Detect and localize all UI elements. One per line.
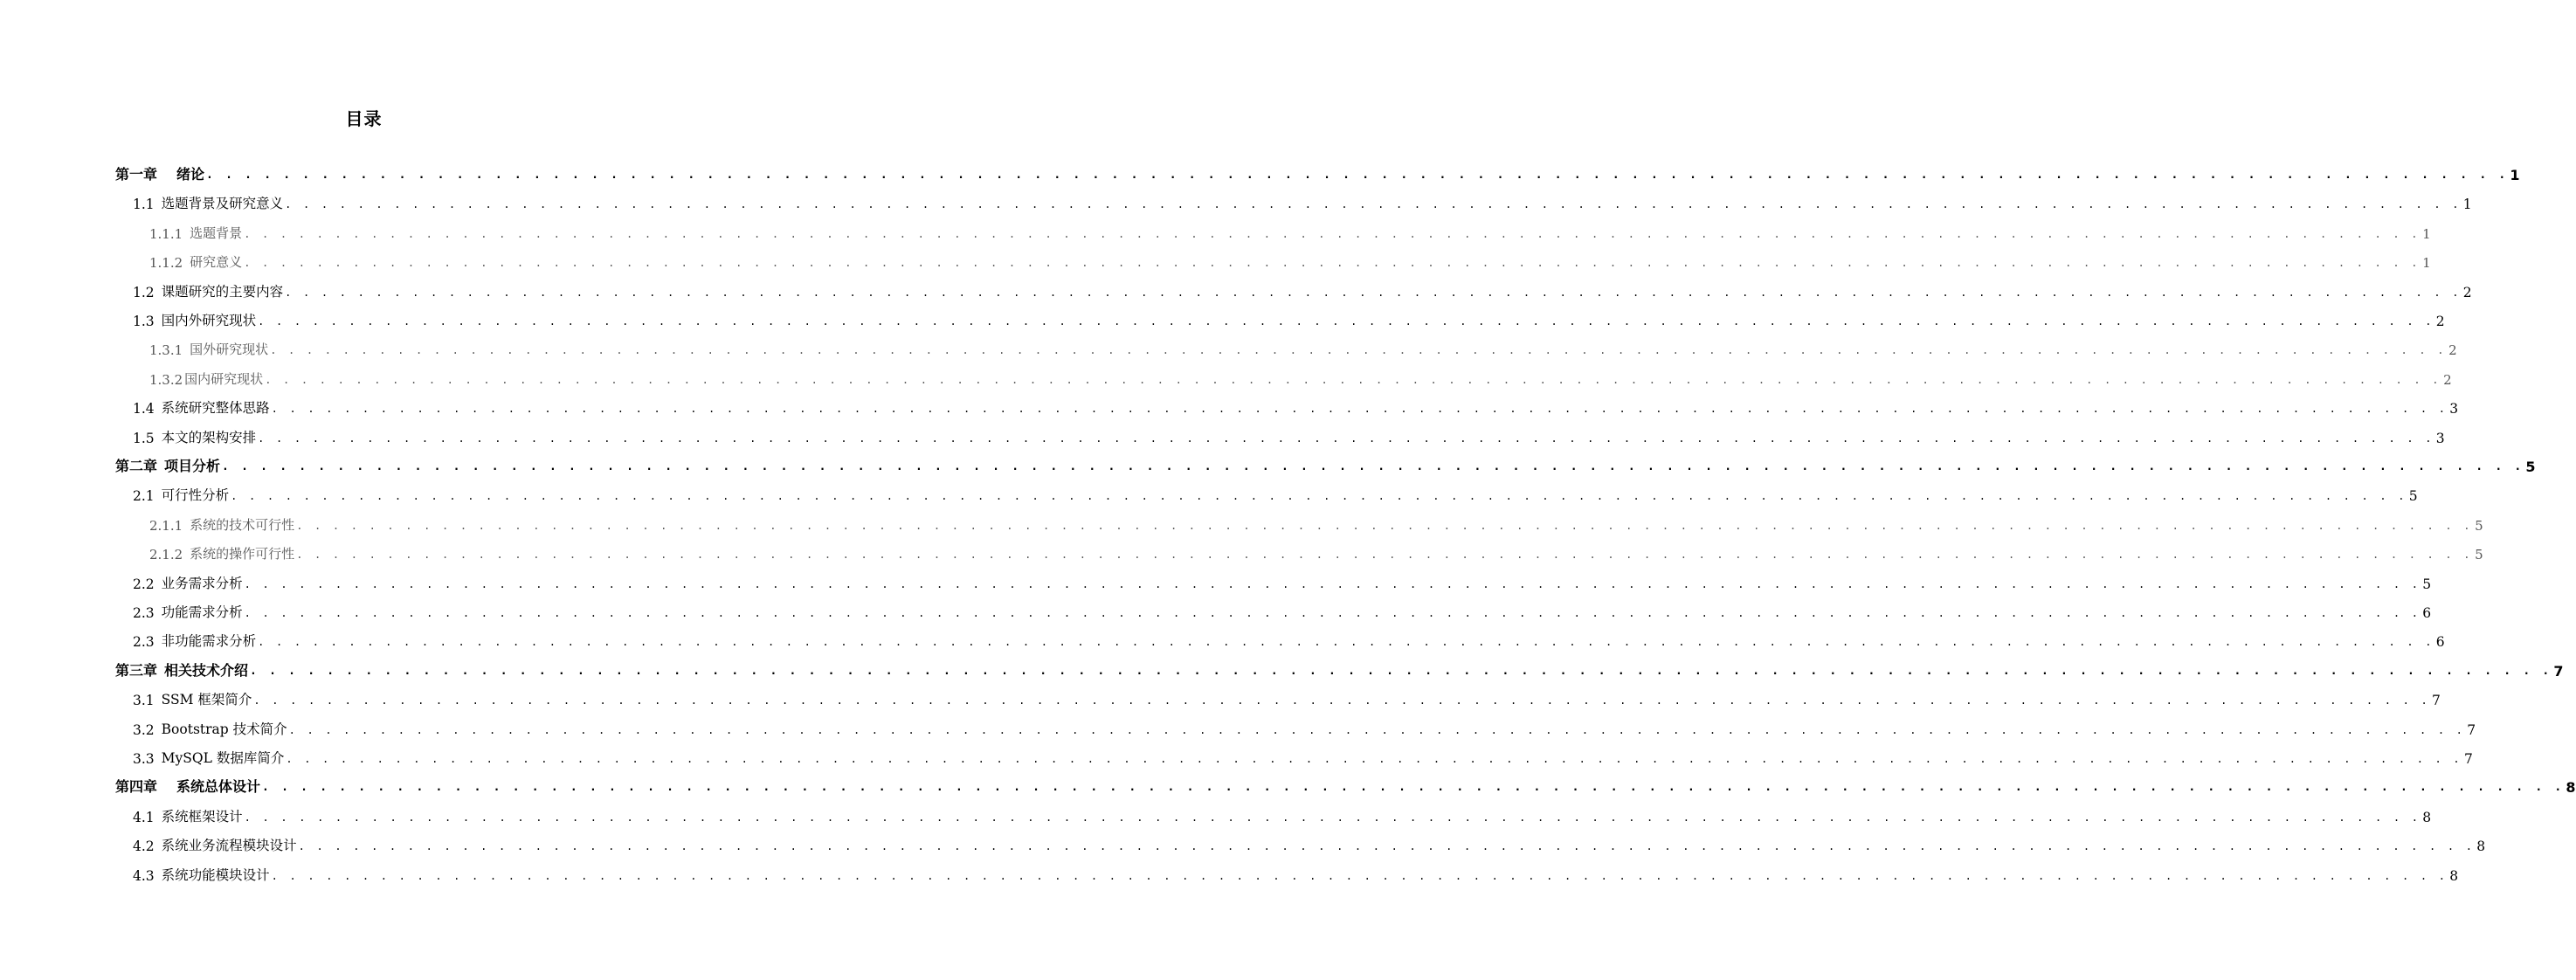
toc-entry-page-number: 8 bbox=[2476, 839, 2486, 855]
toc-entry-page-number: 6 bbox=[2435, 634, 2445, 651]
toc-entry-number: 3.2 bbox=[133, 721, 155, 738]
toc-entry-number: 2.3 bbox=[133, 605, 155, 621]
toc-entry-title: 国外研究现状 bbox=[190, 342, 269, 358]
toc-dot-leader: . . . . . . . . . . . . . . . . . . . . . . . . . . . . . . . . . . . . . . . . . . . . . . . . . . . . . . . . . . . . . . . . . . . . . . . . . . . . . . . . . . . . . . . . . . . . . . . . . . . . . . . . . . . . . . . . . . . . . . . . bbox=[244, 577, 2421, 590]
toc-dot-leader: . . . . . . . . . . . . . . . . . . . . . . . . . . . . . . . . . . . . . . . . . . . . . . . . . . . . . . . . . . . . . . . . . . . . . . . . . . . . . . . . . . . . . . . . . . . . . . . . . . . . . . . . . . . . . . . . . . . . . . . . bbox=[271, 403, 2448, 416]
toc-dot-leader: . . . . . . . . . . . . . . . . . . . . . . . . . . . . . . . . . . . . . . . . . . . . . . . . . . . . . . . . . . . . . . . . . . . . . . . . . . . . . . . . . . . . . . . . . . . . . . . . . . . . . . . . . . . . . . . . . . . . . . . . bbox=[285, 198, 2462, 211]
toc-entry-page-number: 2 bbox=[2443, 371, 2452, 388]
toc-entry[interactable] bbox=[149, 365, 2452, 388]
toc-entry-title: 国内研究现状 bbox=[184, 370, 264, 387]
page-title: 目录 bbox=[345, 108, 383, 129]
toc-entry-title: 系统功能模块设计 bbox=[161, 866, 270, 883]
toc-entry-page-number: 2 bbox=[2462, 284, 2472, 300]
toc-entry-number: 第二章 bbox=[115, 458, 158, 474]
toc-dot-leader: . . . . . . . . . . . . . . . . . . . . . . . . . . . . . . . . . . . . . . . . . . . . . . . . . . . . . . . . . . . . . . . . . . . . . . . . . . . . . . . . . . . . . . . . . . . . . . . . . . . . . . . . . . . . . . . . . . . . . . . . bbox=[271, 869, 2448, 882]
toc-entry-number: 1.3 bbox=[133, 314, 155, 329]
toc-entry-number: 3.1 bbox=[133, 693, 155, 709]
toc-entry-page-number: 7 bbox=[2432, 693, 2441, 709]
toc-entry-title: 绪论 bbox=[176, 166, 205, 183]
toc-entry-number: 2.2 bbox=[133, 576, 155, 592]
toc-entry[interactable] bbox=[133, 598, 2432, 621]
toc-dot-leader: . . . . . . . . . . . . . . . . . . . . . . . . . . . . . . . . . . . . . . . . . . . . . . . . . . . . . . . . . . . . . . . . . . . . . . . . . . . . . . . . . . . . . . . . . . . . . . . . . . . . . . . . . . . . . . . . . . . . . . . . bbox=[265, 373, 2441, 386]
toc-dot-leader: . . . . . . . . . . . . . . . . . . . . . . . . . . . . . . . . . . . . . . . . . . . . . . . . . . . . . . . . . . . . . . . . . . . . . . . . . . . . . . . . . . . . . . . . . . . . . . . . . . . . . . . . . . . . . . . . . . . . . . . . bbox=[298, 840, 2476, 853]
toc-entry[interactable] bbox=[133, 569, 2432, 592]
toc-entry-title: 系统研究整体思路 bbox=[161, 400, 270, 417]
toc-entry-number: 1.5 bbox=[133, 430, 155, 446]
toc-dot-leader: . . . . . . . . . . . . . . . . . . . . . . . . . . . . . . . . . . . . . . . . . . . . . . . . . . . . . . . . . . . . . . . . . . . . . . . . . . . . . . . . . . . . . . . . . . . . . . . . . . . . . . . . . . . . . . . . . . . . . . . . bbox=[258, 636, 2434, 649]
toc-entry-page-number: 2 bbox=[2435, 314, 2445, 329]
toc-entry-title: SSM 框架简介 bbox=[161, 692, 252, 708]
toc-entry[interactable] bbox=[133, 278, 2472, 300]
toc-entry[interactable] bbox=[149, 248, 2431, 272]
toc-entry[interactable] bbox=[133, 424, 2445, 446]
toc-dot-leader: . . . . . . . . . . . . . . . . . . . . . . . . . . . . . . . . . . . . . . . . . . . . . . . . . . . . . . . . . . . . . . . . . . . . . . . . . . . . . . . . . . . . . . . . . . . . . . . . . . . . . . . . . . . . . . . . . . . . . . . . bbox=[231, 490, 2407, 503]
toc-entry-page-number: 8 bbox=[2449, 867, 2459, 884]
toc-entry-title: 业务需求分析 bbox=[161, 575, 243, 591]
toc-entry-number: 4.2 bbox=[133, 839, 155, 855]
toc-dot-leader: . . . . . . . . . . . . . . . . . . . . . . . . . . . . . . . . . . . . . . . . . . . . . . . . . . . . . . . . . . . . . . . . . . . . . . . . . . . . . . . . . . . . . . . . . . . . . . . . . . . . . . . . . . . . . . . . . . . . . . . . bbox=[296, 549, 2473, 562]
toc-entry[interactable] bbox=[133, 394, 2459, 418]
toc-entry-number: 1.1.2 bbox=[149, 255, 183, 272]
toc-entry-number: 2.3 bbox=[133, 634, 155, 651]
toc-entry[interactable] bbox=[133, 627, 2445, 651]
toc-entry-page-number: 7 bbox=[2463, 751, 2473, 767]
toc-dot-leader: . . . . . . . . . . . . . . . . . . . . . . . . . . . . . . . . . . . . . . . . . . . . . . . . . . . . . . . . . . . . . . . . . . . . . . . . . . . . . . . . . . . . . . . . . . . . . . . . . . . . . . . . . . . . . . . . . . . . . . . . bbox=[244, 811, 2421, 824]
toc-entry-title: 国内外研究现状 bbox=[161, 313, 257, 328]
toc-entry-number: 第一章 bbox=[115, 166, 158, 183]
toc-entry-page-number: 1 bbox=[2462, 197, 2472, 213]
toc-entry[interactable] bbox=[115, 161, 2520, 183]
toc-entry-page-number: 3 bbox=[2449, 401, 2459, 418]
toc-entry[interactable] bbox=[133, 861, 2459, 884]
toc-entry-page-number: 5 bbox=[2422, 576, 2432, 592]
toc-entry[interactable] bbox=[133, 307, 2445, 329]
toc-entry-page-number: 8 bbox=[2422, 809, 2432, 825]
toc-dot-leader: . . . . . . . . . . . . . . . . . . . . . . . . . . . . . . . . . . . . . . . . . . . . . . . . . . . . . . . . . . . . . . . . . . . . . . . . . . . . . . . . . . . . . . . . . . . . . . . . . . . . . . . . . . . . . . . . . . . . . . . . bbox=[244, 227, 2421, 240]
toc-dot-leader: . . . . . . . . . . . . . . . . . . . . . . . . . . . . . . . . . . . . . . . . . . . . . . . . . . . . . . . . . . . . . . . . . . . . . . . . . . . . . . . . . . . . . . . . . . . . . . . . . . . . . . . . . . . . . . . . . . . . . . . . bbox=[285, 286, 2462, 299]
toc-entry[interactable] bbox=[133, 744, 2473, 767]
toc-entry-title: 系统框架设计 bbox=[161, 808, 243, 825]
toc-entry-title: 系统总体设计 bbox=[176, 778, 261, 796]
toc-dot-leader: . . . . . . . . . . . . . . . . . . . . . . . . . . . . . . . . . . . . . . . . . . . . . . . . . . . . . . . . . . . . . . . . . . . . . . . . . . . . . . . . . . . . . . . . . . . . . . . . . . . . . . . . . . . . . . . . . . . . . . . . bbox=[253, 694, 2430, 707]
toc-entry-number: 4.1 bbox=[133, 809, 155, 825]
toc-entry[interactable] bbox=[149, 540, 2483, 563]
toc-entry-page-number: 7 bbox=[2467, 721, 2476, 738]
toc-dot-leader: . . . . . . . . . . . . . . . . . . . . . . . . . . . . . . . . . . . . . . . . . . . . . . . . . . . . . . . . . . . . . . . . . . . . . . . . . . . . . . . . . . . . . . . . . . . . . . . . . . . . . . . . . . . . . . . . . . . . . . . . bbox=[258, 431, 2434, 445]
toc-entry-page-number: 7 bbox=[2553, 662, 2564, 680]
toc-entry[interactable] bbox=[133, 832, 2486, 855]
toc-entry[interactable] bbox=[149, 219, 2431, 242]
toc-entry-number: 1.3.1 bbox=[149, 342, 183, 359]
toc-entry-number: 1.4 bbox=[133, 401, 155, 418]
toc-dot-leader: . . . . . . . . . . . . . . . . . . . . . . . . . . . . . . . . . . . . . . . . . . . . . . . . . . . . . . . . . . . . . . . . . . . . . . . . . . . . . . . . . . . . . . . . . . . . . . . . . . . . . . . . . . . . . . . . . . . . . . . . bbox=[296, 519, 2473, 532]
toc-entry-number: 4.3 bbox=[133, 867, 155, 884]
toc-entry-number: 2.1.1 bbox=[149, 517, 183, 534]
toc-entry-title: 项目分析 bbox=[164, 458, 221, 474]
toc-dot-leader: . . . . . . . . . . . . . . . . . . . . . . . . . . . . . . . . . . . . . . . . . . . . . . . . . . . . . . . . . . . . . . . . . . . . . . . . . . . . . . . . . . . . . . . . . . . . . . . . . . . . . . . . . . . . . . . . . . . . . . . . bbox=[270, 344, 2447, 357]
toc-entry-number: 1.3.2 bbox=[149, 371, 183, 388]
toc-entry-page-number: 6 bbox=[2422, 605, 2432, 621]
toc-dot-leader: . . . . . . . . . . . . . . . . . . . . . . . . . . . . . . . . . . . . . . . . . . . . . . . . . . . . . . . . . . . . . . . . . . . . . . . . . . . . . . . . . . . . . . . . . . . . . . . . . . . . . . . . . . . . . . . . . . . . . . . . bbox=[222, 460, 2524, 473]
toc-entry-number: 1.1 bbox=[133, 197, 155, 213]
toc-entry-page-number: 1 bbox=[2510, 167, 2520, 183]
toc-dot-leader: . . . . . . . . . . . . . . . . . . . . . . . . . . . . . . . . . . . . . . . . . . . . . . . . . . . . . . . . . . . . . . . . . . . . . . . . . . . . . . . . . . . . . . . . . . . . . . . . . . . . . . . . . . . . . . . . . . . . . . . . bbox=[206, 169, 2509, 182]
toc-entry-number: 2.1.2 bbox=[149, 547, 183, 563]
toc-entry-title: 系统的技术可行性 bbox=[190, 516, 295, 533]
toc-entry-page-number: 8 bbox=[2566, 779, 2576, 797]
toc-entry-title: 功能需求分析 bbox=[161, 604, 243, 620]
toc-entry-page-number: 5 bbox=[2475, 517, 2483, 534]
toc-entry-page-number: 5 bbox=[2525, 459, 2536, 475]
toc-entry-title: 相关技术介绍 bbox=[164, 661, 249, 679]
toc-entry[interactable] bbox=[115, 773, 2576, 797]
toc-dot-leader: . . . . . . . . . . . . . . . . . . . . . . . . . . . . . . . . . . . . . . . . . . . . . . . . . . . . . . . . . . . . . . . . . . . . . . . . . . . . . . . . . . . . . . . . . . . . . . . . . . . . . . . . . . . . . . . . . . . . . . . . bbox=[288, 723, 2466, 736]
toc-entry-title: 研究意义 bbox=[190, 254, 243, 271]
toc-entry-number: 3.3 bbox=[133, 751, 155, 767]
toc-dot-leader: . . . . . . . . . . . . . . . . . . . . . . . . . . . . . . . . . . . . . . . . . . . . . . . . . . . . . . . . . . . . . . . . . . . . . . . . . . . . . . . . . . . . . . . . . . . . . . . . . . . . . . . . . . . . . . . . . . . . . . . . bbox=[244, 257, 2421, 270]
toc-entry[interactable] bbox=[149, 335, 2457, 359]
toc-dot-leader: . . . . . . . . . . . . . . . . . . . . . . . . . . . . . . . . . . . . . . . . . . . . . . . . . . . . . . . . . . . . . . . . . . . . . . . . . . . . . . . . . . . . . . . . . . . . . . . . . . . . . . . . . . . . . . . . . . . . . . . . bbox=[258, 315, 2434, 328]
toc-dot-leader: . . . . . . . . . . . . . . . . . . . . . . . . . . . . . . . . . . . . . . . . . . . . . . . . . . . . . . . . . . . . . . . . . . . . . . . . . . . . . . . . . . . . . . . . . . . . . . . . . . . . . . . . . . . . . . . . . . . . . . . . bbox=[250, 664, 2552, 678]
toc-entry-number: 1.2 bbox=[133, 284, 155, 300]
toc-entry-title: 系统的操作可行性 bbox=[190, 546, 295, 562]
toc-entry-title: Bootstrap 技术简介 bbox=[161, 721, 287, 737]
toc-entry-title: MySQL 数据库简介 bbox=[161, 750, 285, 766]
toc-dot-leader: . . . . . . . . . . . . . . . . . . . . . . . . . . . . . . . . . . . . . . . . . . . . . . . . . . . . . . . . . . . . . . . . . . . . . . . . . . . . . . . . . . . . . . . . . . . . . . . . . . . . . . . . . . . . . . . . . . . . . . . . bbox=[262, 781, 2565, 795]
toc-entry-page-number: 5 bbox=[2408, 488, 2418, 505]
toc-entry[interactable] bbox=[149, 511, 2483, 534]
toc-entry-page-number: 5 bbox=[2475, 547, 2483, 563]
toc-entry-title: 课题研究的主要内容 bbox=[161, 283, 284, 300]
toc-entry-title: 选题背景 bbox=[190, 224, 243, 241]
toc-entry-page-number: 1 bbox=[2422, 255, 2431, 272]
toc-entry-page-number: 3 bbox=[2435, 430, 2445, 446]
toc-entry-title: 选题背景及研究意义 bbox=[161, 196, 284, 212]
toc-entry-number: 第四章 bbox=[115, 778, 158, 796]
toc-entry[interactable] bbox=[133, 803, 2432, 825]
toc-entry-title: 非功能需求分析 bbox=[161, 633, 257, 650]
toc-entry-title: 可行性分析 bbox=[161, 487, 230, 504]
toc-entry[interactable] bbox=[133, 715, 2476, 738]
toc-entry-page-number: 1 bbox=[2422, 225, 2431, 242]
toc-entry[interactable] bbox=[115, 657, 2564, 680]
toc-entry-title: 系统业务流程模块设计 bbox=[161, 838, 297, 854]
toc-entry-number: 2.1 bbox=[133, 488, 155, 505]
toc-entry[interactable] bbox=[115, 452, 2536, 475]
toc-entry[interactable] bbox=[133, 190, 2472, 213]
toc-entry-page-number: 2 bbox=[2448, 342, 2457, 359]
toc-entry-title: 本文的架构安排 bbox=[161, 429, 257, 445]
toc-dot-leader: . . . . . . . . . . . . . . . . . . . . . . . . . . . . . . . . . . . . . . . . . . . . . . . . . . . . . . . . . . . . . . . . . . . . . . . . . . . . . . . . . . . . . . . . . . . . . . . . . . . . . . . . . . . . . . . . . . . . . . . . bbox=[286, 753, 2462, 765]
toc-dot-leader: . . . . . . . . . . . . . . . . . . . . . . . . . . . . . . . . . . . . . . . . . . . . . . . . . . . . . . . . . . . . . . . . . . . . . . . . . . . . . . . . . . . . . . . . . . . . . . . . . . . . . . . . . . . . . . . . . . . . . . . . bbox=[244, 607, 2421, 619]
toc-entry-number: 第三章 bbox=[115, 661, 158, 679]
toc-entry[interactable] bbox=[133, 686, 2441, 709]
toc-entry[interactable] bbox=[133, 481, 2418, 505]
toc-entry-number: 1.1.1 bbox=[149, 225, 183, 242]
